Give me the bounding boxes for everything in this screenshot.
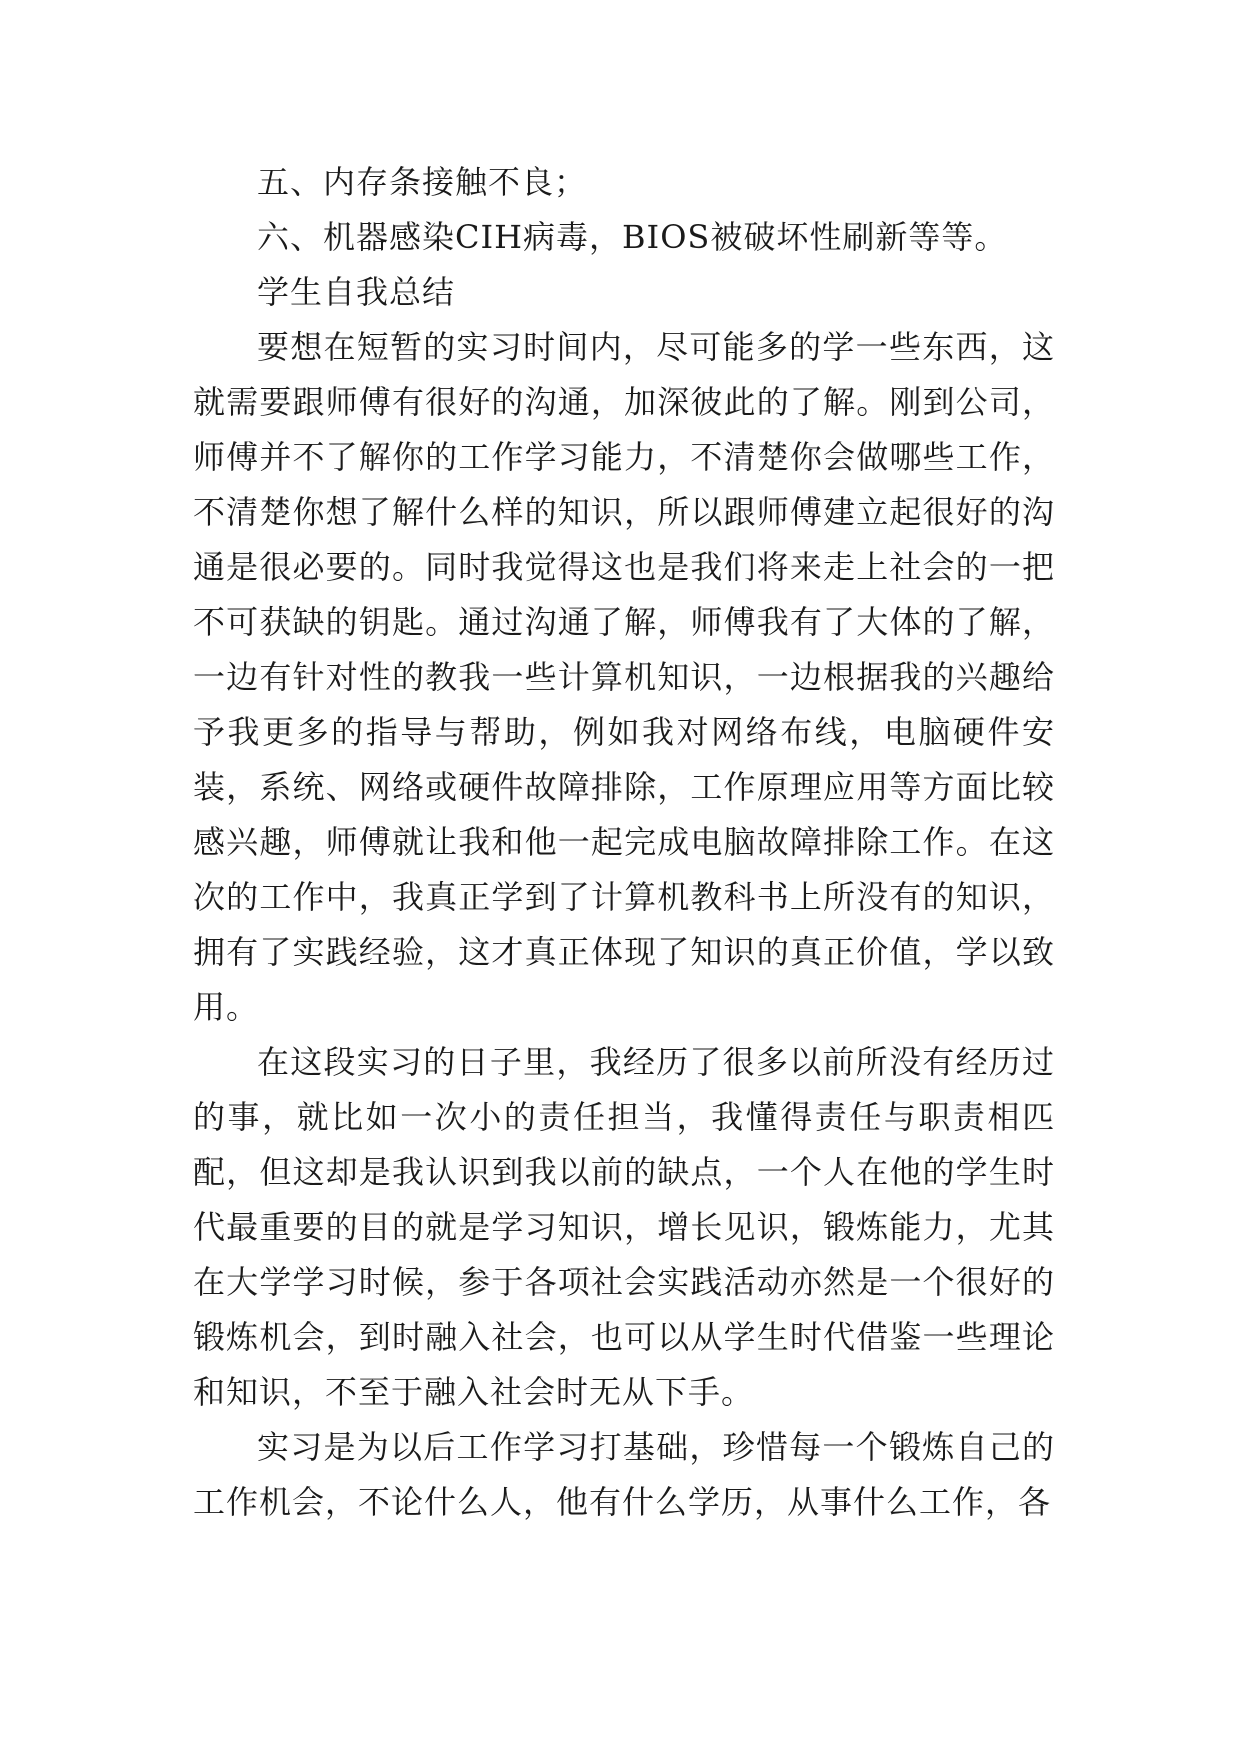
paragraph-foundation: 实习是为以后工作学习打基础，珍惜每一个锻炼自己的工作机会，不论什么人，他有什么学历，从事什么工作，各 — [193, 1428, 1055, 1521]
section-heading: 学生自我总结 — [257, 273, 456, 311]
document-body — [193, 155, 1055, 1530]
paragraph-communication: 要想在短暂的实习时间内，尽可能多的学一些东西，这就需要跟师傅有很好的沟通，加深彼此的了解。刚到公司，师傅并不了解你的工作学习能力，不清楚你会做哪些工作，不清楚你想了解什么样的知识，所以跟师傅建立起很好的沟通是很必要的。同时我觉得这也是我们将来走上社会的一把不可获缺的钥匙。通过沟通了解，师傅我有了大体的了解，一边有针对性的教我一些计算机知识，一边根据我的兴趣给予我更多的指导与帮助，例如我对网络布线，电脑硬件安装，系统、网络或硬件故障排除，工作原理应用等方面比较感兴趣，师傅就让我和他一起完成电脑故障排除工作。在这次的工作中，我真正学到了计算机教科书上所没有的知识，拥有了实践经验，这才真正体现了知识的真正价值，学以致用。 — [193, 328, 1055, 1026]
paragraph-item-6: 六、机器感染CIH病毒，BIOS被破坏性刷新等等。 — [257, 218, 1008, 256]
paragraph-experience: 在这段实习的日子里，我经历了很多以前所没有经历过的事，就比如一次小的责任担当，我懂得责任与职责相匹配，但这却是我认识到我以前的缺点，一个人在他的学生时代最重要的目的就是学习知识，增长见识，锻炼能力，尤其在大学学习时候，参于各项社会实践活动亦然是一个很好的锻炼机会，到时融入社会，也可以从学生时代借鉴一些理论和知识，不至于融入社会时无从下手。 — [193, 1043, 1055, 1411]
paragraph-item-5: 五、内存条接触不良； — [257, 163, 588, 201]
